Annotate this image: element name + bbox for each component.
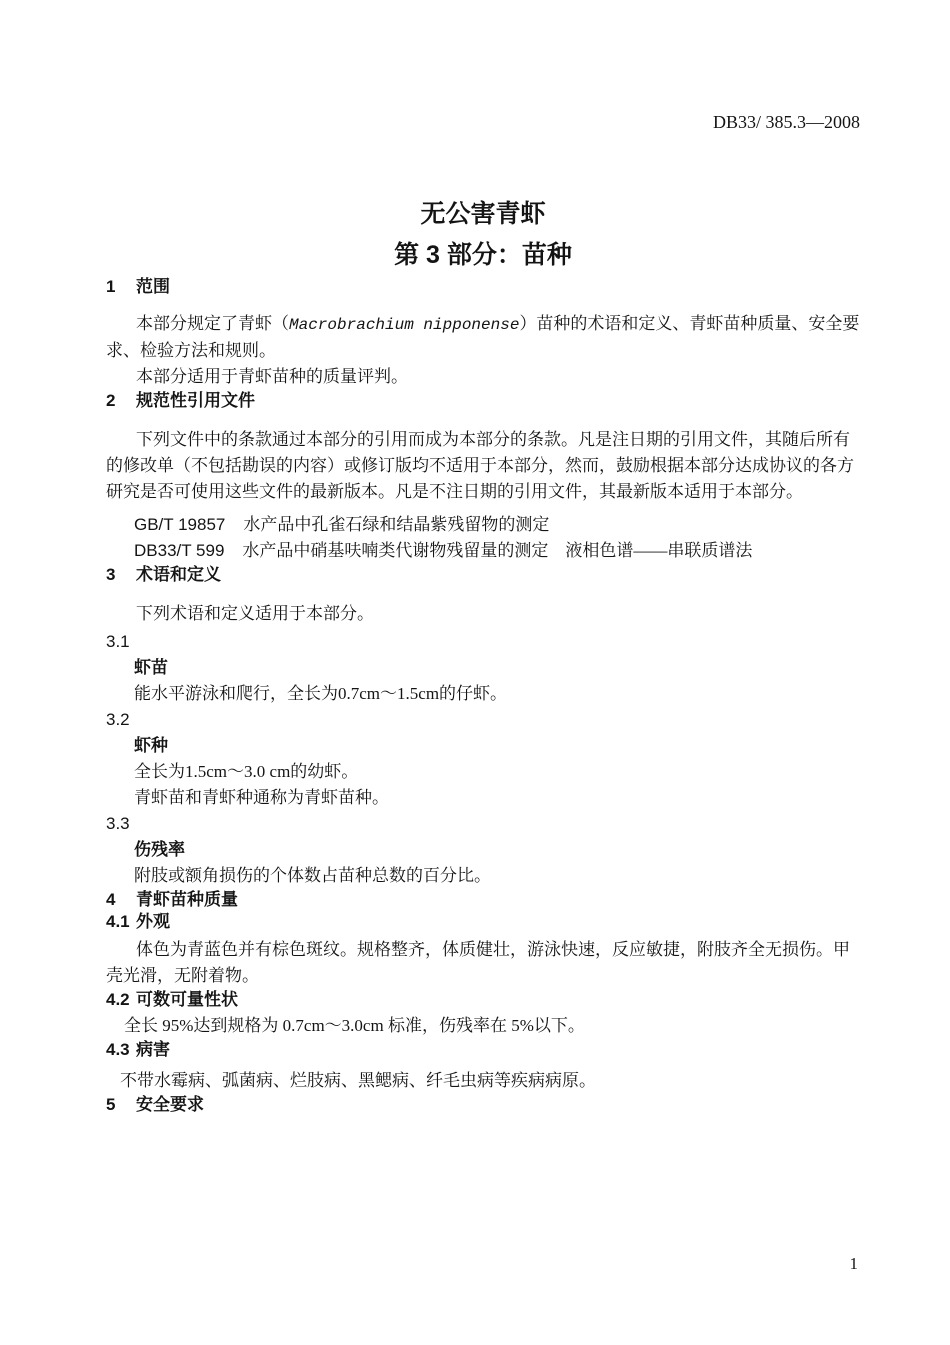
section-heading-references [106,390,860,412]
subsection-title: 外观 [136,912,170,931]
scope-paragraph-1 [106,311,860,364]
section-title: 范围 [136,277,170,296]
species-latin-name: Macrobrachium nipponense [289,316,520,334]
references-list [106,512,860,564]
scope-text-before: 本部分规定了青虾（ [136,314,289,333]
section-number: 5 [106,1095,116,1114]
section-number: 3 [106,565,116,584]
subsection-body: 体色为青蓝色并有棕色斑纹。规格整齐，体质健壮，游泳快速，反应敏捷，附肢齐全无损伤。甲壳光滑，无附着物。 [106,940,850,985]
subsection-heading-measurable-traits [106,989,860,1011]
subsection-number: 4.3 [106,1040,130,1059]
document-title [106,194,860,276]
section-title: 术语和定义 [136,565,221,584]
title-line-2: 第 3 部分：苗种 [394,241,572,269]
subsection-title: 病害 [136,1040,170,1059]
section-title: 规范性引用文件 [136,391,255,410]
term-number: 3.2 [106,710,130,729]
title-line-1: 无公害青虾 [420,200,546,228]
section-heading-scope [106,276,860,298]
references-paragraph: 下列文件中的条款通过本部分的引用而成为本部分的条款。凡是注日期的引用文件，其随后所有的修改单（不包括勘误的内容）或修订版均不适用于本部分，然而，鼓励根据本部分达成协议的各方研究是否可使用这些文件的最新版本。凡是不注日期的引用文件，其最新版本适用于本部分。 [106,430,854,501]
term-definition: 附肢或额角损伤的个体数占苗种总数的百分比。 [134,866,491,885]
subsection-heading-appearance [106,911,860,933]
section-heading-terms [106,564,860,586]
document-code: DB33/ 385.3—2008 [712,112,860,132]
term-name: 虾种 [134,736,168,755]
subsection-body: 全长 95%达到规格为 0.7cm～3.0cm 标准，伤残率在 5%以下。 [124,1016,585,1035]
term-number: 3.1 [106,632,130,651]
scope-text-after: ）苗种的术语和定义、青虾苗种质量、安全要求、检验方法和规则。 [106,314,860,360]
subsection-title: 可数可量性状 [136,990,238,1009]
reference-code: GB/T 19857 [134,515,226,534]
section-heading-quality [106,889,860,911]
subsection-number: 4.2 [106,990,130,1009]
scope-paragraph-2: 本部分适用于青虾苗种的质量评判。 [136,367,408,386]
reference-title: 水产品中孔雀石绿和结晶紫残留物的测定 [243,515,550,534]
reference-code: DB33/T 599 [134,541,225,560]
term-name: 伤残率 [134,840,185,859]
reference-item [106,538,860,564]
section-heading-safety [106,1094,860,1116]
subsection-number: 4.1 [106,912,130,931]
section-title: 安全要求 [136,1095,204,1114]
subsection-body: 不带水霉病、弧菌病、烂肢病、黑鳃病、纤毛虫病等疾病病原。 [120,1071,596,1090]
subsection-heading-diseases [106,1039,860,1061]
terms-intro: 下列术语和定义适用于本部分。 [136,604,374,623]
reference-title: 水产品中硝基呋喃类代谢物残留量的测定 液相色谱——串联质谱法 [242,541,753,560]
section-number: 2 [106,391,116,410]
term-name: 虾苗 [134,658,168,677]
reference-item [106,512,860,538]
section-title: 青虾苗种质量 [136,890,238,909]
term-number: 3.3 [106,814,130,833]
term-definition: 青虾苗和青虾种通称为青虾苗种。 [134,788,389,807]
term-definition: 能水平游泳和爬行，全长为0.7cm～1.5cm的仔虾。 [134,684,508,703]
term-definition: 全长为1.5cm～3.0 cm的幼虾。 [134,762,359,781]
section-number: 4 [106,890,116,909]
section-number: 1 [106,277,116,296]
page-number: 1 [849,1254,858,1273]
